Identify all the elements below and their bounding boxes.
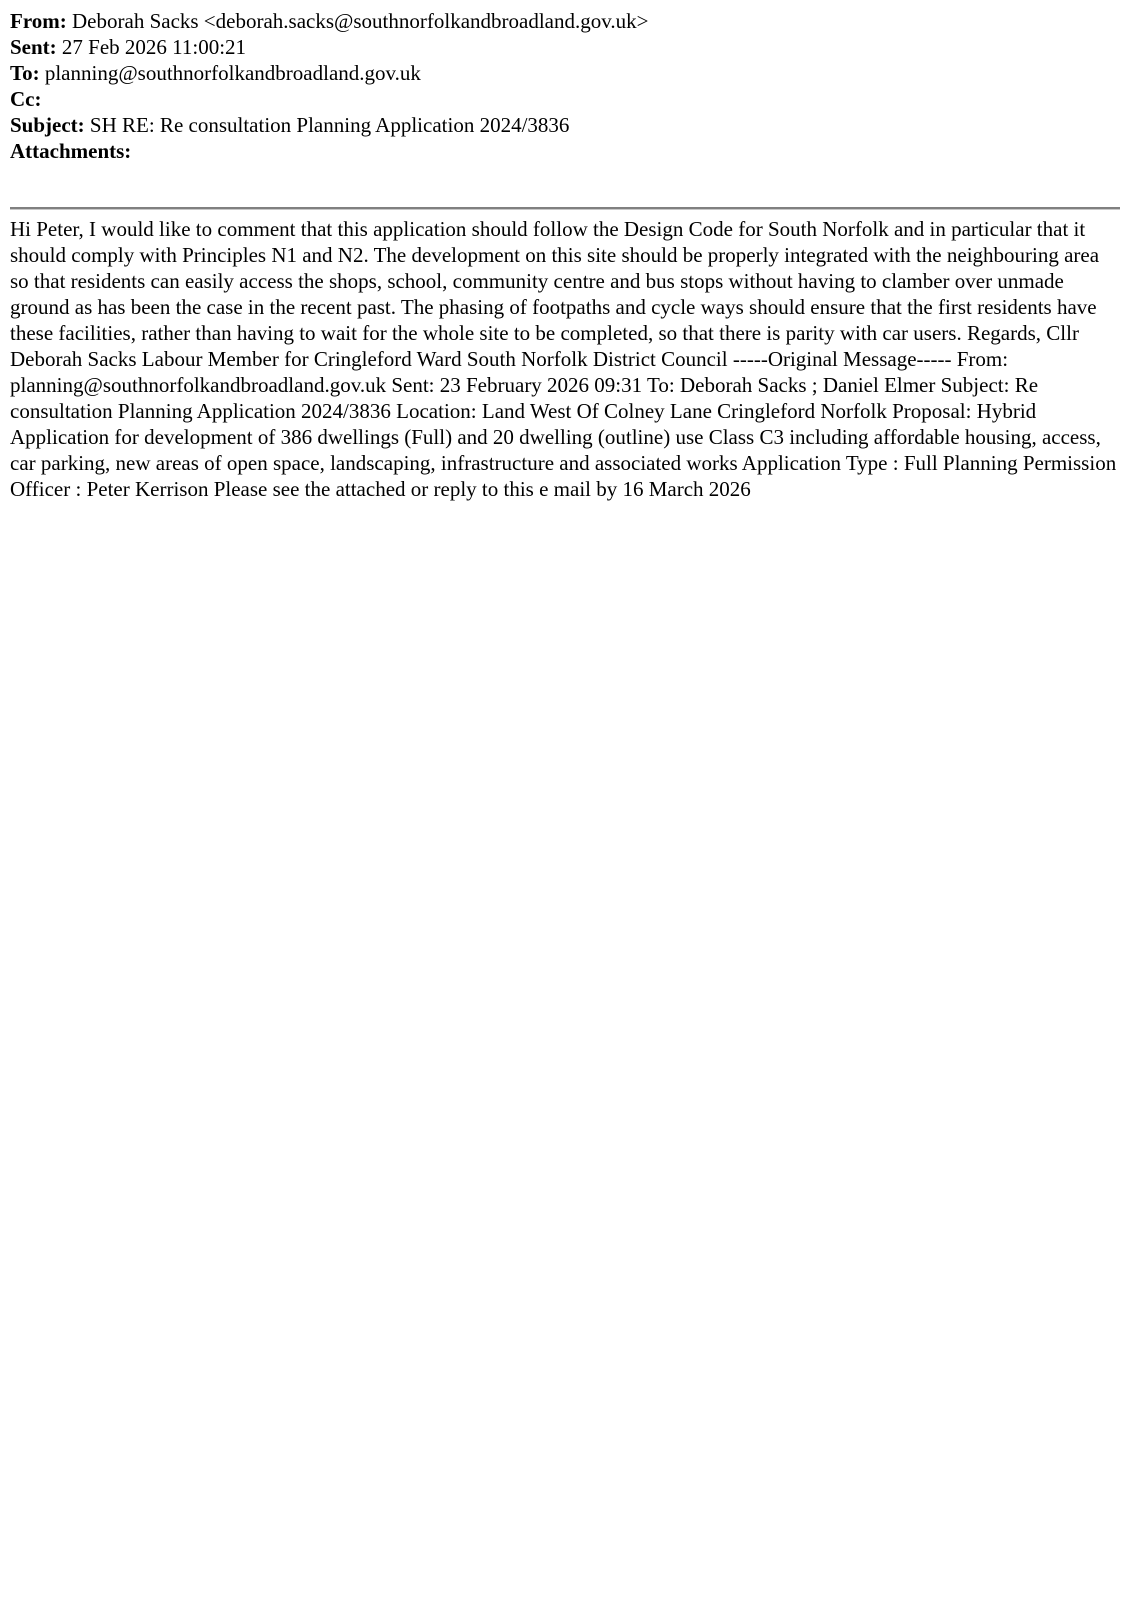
from-value: Deborah Sacks <deborah.sacks@southnorfolkandbroadland.gov.uk>: [72, 9, 649, 33]
cc-line: [10, 86, 1110, 112]
attachments-label: Attachments:: [10, 139, 132, 163]
email-body: Hi Peter, I would like to comment that this application should follow the Design Code for South Norfolk and in particular that it should comply with Principles N1 and N2. The development on this site should be properly integrated with the neighbouring area so that residents can easily access the shops, school, community centre and bus stops without having to clamber over unmade ground as has been the case in the recent past. The phasing of footpaths and cycle ways should ensure that the first residents have these facilities, rather than having to wait for the whole site to be completed, so that there is parity with car users. Regards, Cllr Deborah Sacks Labour Member for Cringleford Ward South Norfolk District Council -----Original Message----- From: planning@southnorfolkandbroadland.gov.uk Sent: 23 February 2026 09:31 To: Deborah Sacks ; Daniel Elmer Subject: Re consultation Planning Application 2024/3836 Location: Land West Of Colney Lane Cringleford Norfolk Proposal: Hybrid Application for development of 386 dwellings (Full) and 20 dwelling (outline) use Class C3 including affordable housing, access, car parking, new areas of open space, landscaping, infrastructure and associated works Application Type : Full Planning Permission Officer : Peter Kerrison Please see the attached or reply to this e mail by 16 March 2026: [10, 217, 1117, 501]
to-line: [10, 60, 1110, 86]
cc-label: Cc:: [10, 87, 42, 111]
subject-line: [10, 112, 1110, 138]
from-label: From:: [10, 9, 67, 33]
sent-line: [10, 34, 1110, 60]
subject-value: SH RE: Re consultation Planning Application 2024/3836: [89, 113, 570, 137]
header-divider: [10, 207, 1120, 210]
email-header: [10, 8, 1110, 164]
sent-value: 27 Feb 2026 11:00:21: [61, 35, 247, 59]
sent-label: Sent:: [10, 35, 57, 59]
to-value: planning@southnorfolkandbroadland.gov.uk: [44, 61, 421, 85]
to-label: To:: [10, 61, 40, 85]
subject-label: Subject:: [10, 113, 85, 137]
attachments-line: [10, 138, 1110, 164]
from-line: [10, 8, 1110, 34]
